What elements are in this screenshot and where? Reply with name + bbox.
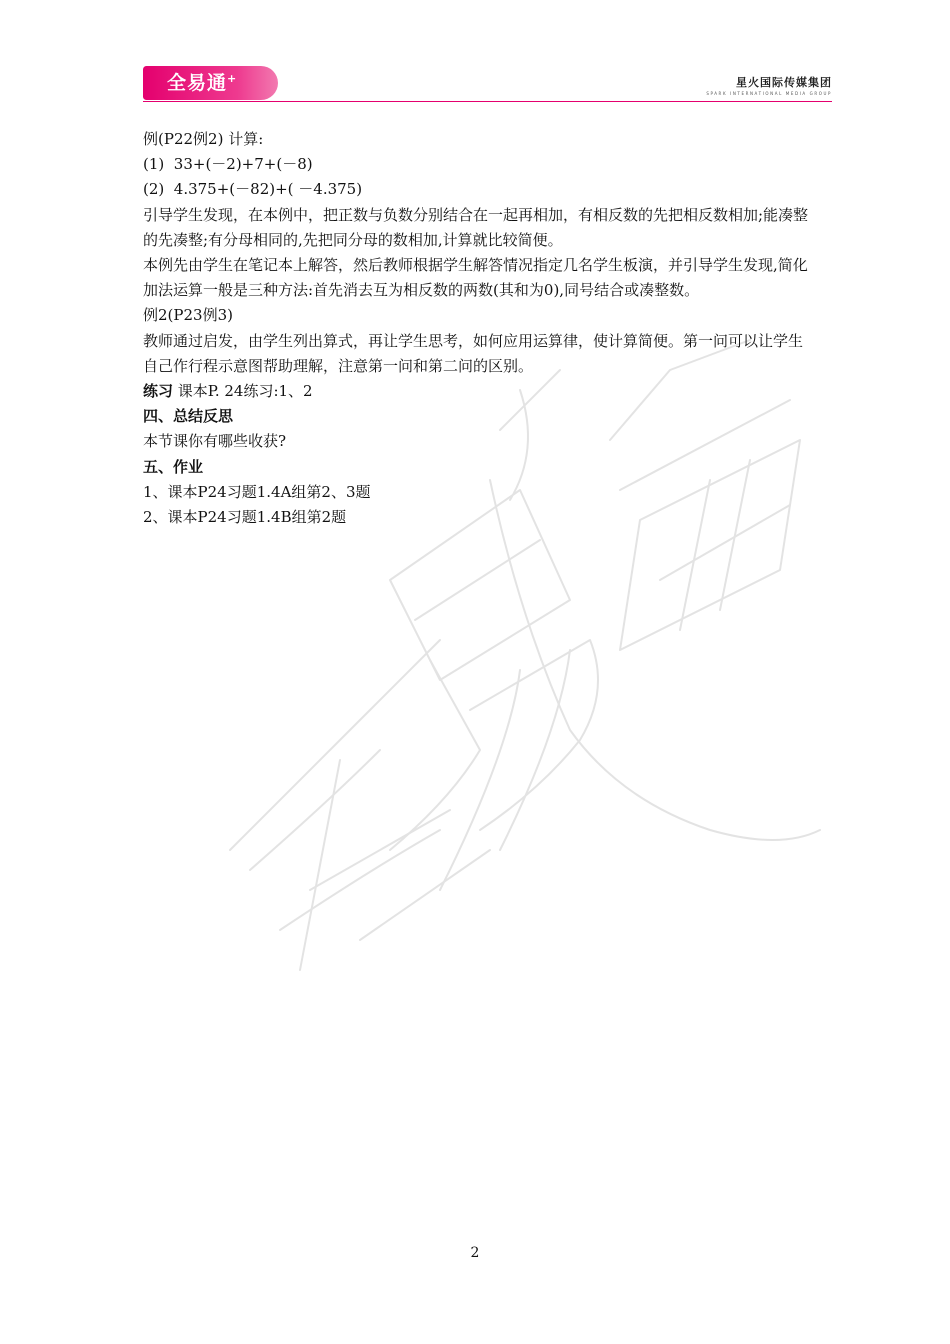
paragraph-method: 本例先由学生在笔记本上解答，然后教师根据学生解答情况指定几名学生板演，并引导学生发现,简化加法运算一般是三种方法:首先消去互为相反数的两数(其和为0),同号结合或凑整数。: [143, 256, 808, 300]
header-divider: [143, 101, 832, 102]
document-body: [143, 127, 813, 530]
example-item-2: (2) 4.375+(－82)+( －4.375): [143, 180, 363, 199]
practice-text: 课本P. 24练习:1、2: [173, 382, 313, 401]
summary-question: 本节课你有哪些收获?: [143, 432, 287, 451]
example-item-1: (1) 33+(－2)+7+(－8): [143, 155, 313, 174]
page-number: 2: [470, 1245, 480, 1261]
brand-block: [706, 74, 832, 96]
section-homework-title: 五、作业: [143, 457, 204, 476]
practice-line: [143, 379, 813, 404]
paragraph-guide: 引导学生发现，在本例中，把正数与负数分别结合在一起再相加，有相反数的先把相反数相加;能凑整的先凑整;有分母相同的,先把同分母的数相加,计算就比较简便。: [143, 205, 809, 249]
brand-name-en: SPARK INTERNATIONAL MEDIA GROUP: [706, 91, 832, 96]
section-summary-title: 四、总结反思: [143, 407, 234, 426]
example-2-heading: 例2(P23例3): [143, 306, 233, 325]
homework-item-1: 1、课本P24习题1.4A组第2、3题: [143, 482, 371, 501]
logo-spark-icon: +: [227, 72, 238, 85]
page-header: [143, 66, 832, 102]
logo-text: 全易通: [167, 72, 228, 94]
brand-name-cn: 星火国际传媒集团: [736, 76, 832, 89]
example-heading: 例(P22例2) 计算:: [143, 130, 264, 148]
practice-label: 练习: [143, 382, 174, 401]
paragraph-teaching: 教师通过启发，由学生列出算式，再让学生思考，如何应用运算律，使计算简便。第一问可以让学生自己作行程示意图帮助理解，注意第一问和第二问的区别。: [143, 331, 804, 375]
homework-item-2: 2、课本P24习题1.4B组第2题: [143, 508, 347, 527]
quanyitong-logo: [143, 66, 278, 100]
